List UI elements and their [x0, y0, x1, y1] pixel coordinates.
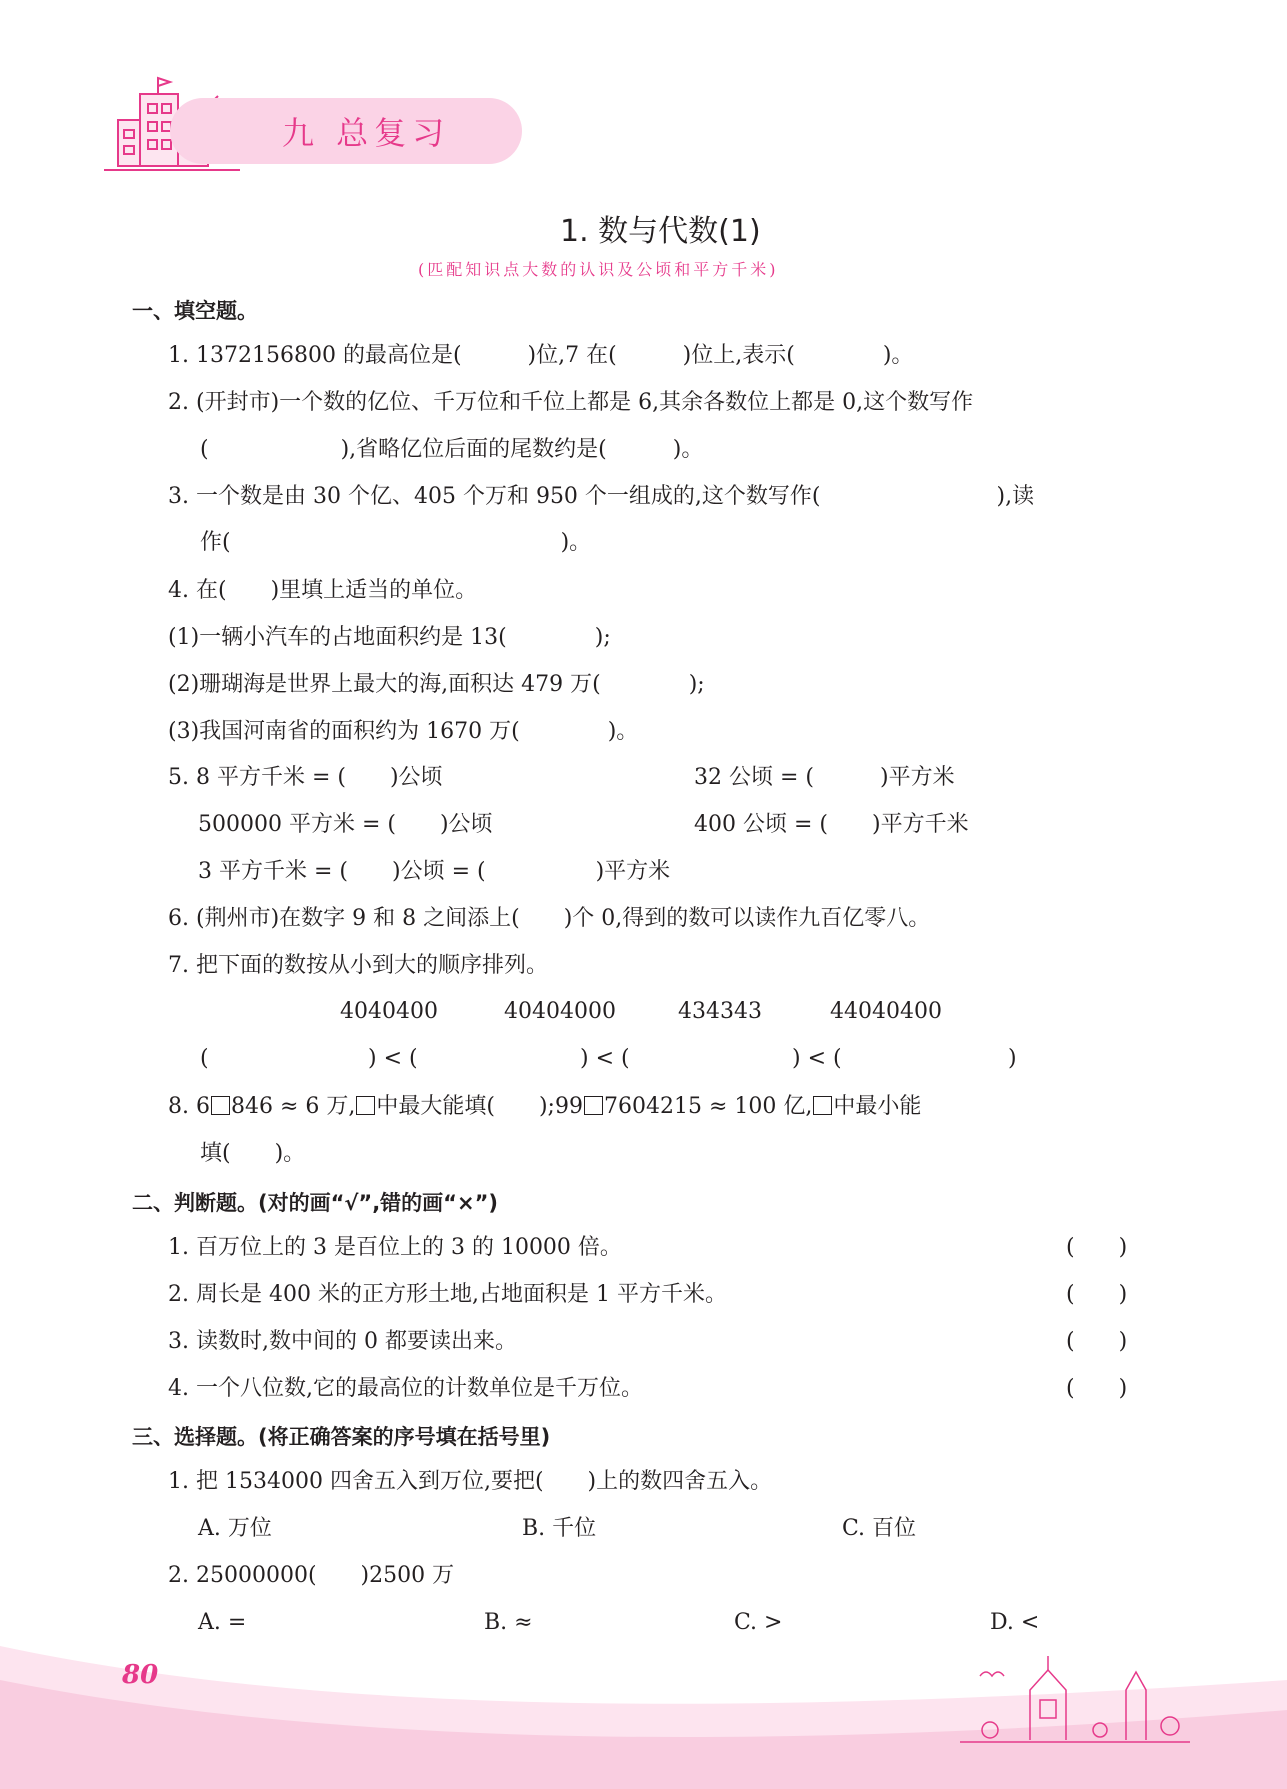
question-1-8-part: 中最大能填( );99 [376, 1094, 583, 1119]
judgement-answer-blank: ( ) [1066, 1376, 1128, 1401]
judgement-answer-blank: ( ) [1066, 1329, 1128, 1354]
question-1-2-line2: ( ),省略亿位后面的尾数约是( )。 [200, 437, 704, 462]
question-1-4-3: (3)我国河南省的面积约为 1670 万( )。 [168, 719, 639, 744]
question-1-5-a: 5. 8 平方千米 = ( )公顷 [168, 765, 443, 790]
castle-illustration-icon [960, 1650, 1190, 1750]
question-1-7: 7. 把下面的数按从小到大的顺序排列。 [168, 953, 548, 978]
question-1-5-d: 400 公顷 = ( )平方千米 [694, 812, 969, 837]
order-less-than: ) < ( [580, 1046, 630, 1071]
order-blank-close: ) [1008, 1046, 1017, 1071]
lesson-subtitle: (匹配知识点大数的认识及公顷和平方千米) [418, 260, 779, 279]
section-choice-title: 三、选择题。(将正确答案的序号填在括号里) [132, 1425, 551, 1449]
judgement-item: 4. 一个八位数,它的最高位的计数单位是千万位。 [168, 1376, 643, 1401]
choice-option: B. 千位 [522, 1516, 597, 1541]
order-less-than: ) < ( [792, 1046, 842, 1071]
question-1-2-line1: 2. (开封市)一个数的亿位、千万位和千位上都是 6,其余各数位上都是 0,这个数写作 [168, 390, 974, 415]
question-1-5-b: 32 公顷 = ( )平方米 [694, 765, 955, 790]
question-1-4-2: (2)珊瑚海是世界上最大的海,面积达 479 万( ); [168, 672, 705, 697]
order-blank-open: ( [200, 1046, 209, 1071]
judgement-item: 3. 读数时,数中间的 0 都要读出来。 [168, 1329, 517, 1354]
choice-option: C. 百位 [842, 1516, 917, 1541]
question-1-6: 6. (荆州市)在数字 9 和 8 之间添上( )个 0,得到的数可以读作九百亿零八。 [168, 906, 931, 931]
question-1-3-line2: 作( )。 [200, 530, 592, 555]
page-number: 80 [122, 1660, 159, 1690]
blank-box-icon [584, 1096, 603, 1115]
choice-option: A. = [198, 1610, 247, 1635]
question-1-8-part: 7604215 ≈ 100 亿, [603, 1094, 813, 1119]
choice-question-1: 1. 把 1534000 四舍五入到万位,要把( )上的数四舍五入。 [168, 1469, 773, 1494]
question-1-8-line2: 填( )。 [200, 1141, 306, 1166]
question-1-5-e: 3 平方千米 = ( )公顷 = ( )平方米 [198, 859, 671, 884]
chapter-title: 九 总复习 [282, 114, 451, 152]
order-less-than: ) < ( [368, 1046, 418, 1071]
question-1-8-part: 8. 6 [168, 1094, 210, 1119]
section-fill-in-title: 一、填空题。 [132, 299, 258, 323]
choice-option: C. > [734, 1610, 783, 1635]
question-1-4-1: (1)一辆小汽车的占地面积约是 13( ); [168, 625, 611, 650]
judgement-item: 2. 周长是 400 米的正方形土地,占地面积是 1 平方千米。 [168, 1282, 727, 1307]
lesson-title: 1. 数与代数(1) [560, 214, 761, 249]
question-1-4: 4. 在( )里填上适当的单位。 [168, 578, 478, 603]
choice-option: A. 万位 [198, 1516, 272, 1541]
judgement-item: 1. 百万位上的 3 是百位上的 3 的 10000 倍。 [168, 1235, 622, 1260]
blank-box-icon [211, 1096, 230, 1115]
number-option: 434343 [678, 999, 762, 1024]
blank-box-icon [356, 1096, 375, 1115]
choice-option: D. < [990, 1610, 1040, 1635]
judgement-answer-blank: ( ) [1066, 1235, 1128, 1260]
question-1-8-part: 846 ≈ 6 万, [230, 1094, 356, 1119]
judgement-answer-blank: ( ) [1066, 1282, 1128, 1307]
question-1-3-line1: 3. 一个数是由 30 个亿、405 个万和 950 个一组成的,这个数写作( ),读 [168, 484, 1035, 509]
number-option: 44040400 [830, 999, 942, 1024]
question-1-5-c: 500000 平方米 = ( )公顷 [198, 812, 493, 837]
choice-question-2: 2. 25000000( )2500 万 [168, 1563, 455, 1588]
question-1-1: 1. 1372156800 的最高位是( )位,7 在( )位上,表示( )。 [168, 343, 914, 368]
number-option: 40404000 [504, 999, 616, 1024]
choice-option: B. ≈ [484, 1610, 533, 1635]
blank-box-icon [813, 1096, 832, 1115]
question-1-8-line1 [168, 1092, 921, 1122]
question-1-8-part: 中最小能 [833, 1094, 922, 1119]
section-judgement-title: 二、判断题。(对的画“√”,错的画“×”) [132, 1191, 498, 1215]
number-option: 4040400 [340, 999, 438, 1024]
